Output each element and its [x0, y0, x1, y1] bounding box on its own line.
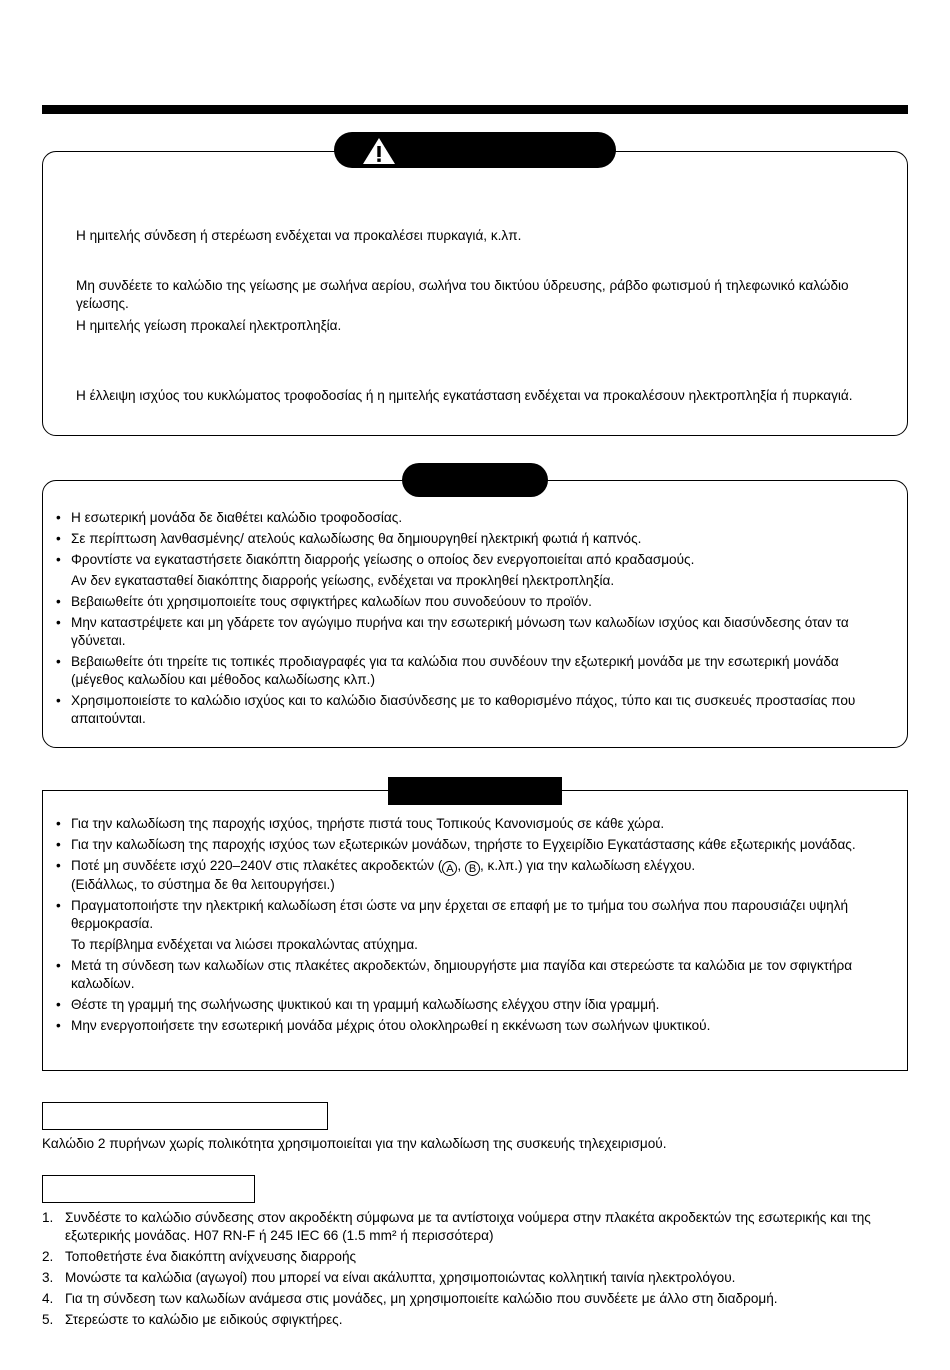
requirement-item: • Πραγματοποιήστε την ηλεκτρική καλωδίωση έτσι ώστε να μην έρχεται σε επαφή με το τμήμα του σωλήνα που παρουσιάζει υψηλή θερμοκρασία.	[56, 898, 849, 931]
step-item: 4. Για τη σύνδεση των καλωδίων ανάμεσα στις μονάδες, μη χρησιμοποιείτε καλώδιο που συνδέετε με άλλο στη διαδρομή.	[42, 1291, 778, 1306]
bullet: •	[56, 898, 61, 913]
terminal-b-symbol: B	[465, 861, 480, 876]
caution-item: • Βεβαιωθείτε ότι τηρείτε τις τοπικές προδιαγραφές για τα καλώδια που συνδέουν την εξωτερική μονάδα με την εσωτερική μονάδα (μέγεθος καλωδίου και μέθοδος καλωδίωσης κλπ.)	[56, 654, 839, 687]
requirement-item: • Θέστε τη γραμμή της σωλήνωσης ψυκτικού και τη γραμμή καλωδίωσης ελέγχου στην ίδια γραμμή.	[56, 997, 660, 1012]
top-rule	[42, 105, 908, 114]
caution-item: • Χρησιμοποιείστε το καλώδιο ισχύος και το καλώδιο διασύνδεσης με το καθορισμένο πάχος, τύπο και τις συσκευές προστασίας που απαιτούνται.	[56, 693, 856, 726]
bullet: •	[56, 654, 61, 669]
caution-header	[402, 463, 548, 497]
requirement-item-continuation: (Ειδάλλως, το σύστημα δε θα λειτουργήσει.)	[71, 877, 335, 892]
remote-wiring-text: Καλώδιο 2 πυρήνων χωρίς πολικότητα χρησιμοποιείται για την καλωδίωση της συσκευής τηλεχειρισμού.	[42, 1136, 667, 1151]
requirement-item: • Για την καλωδίωση της παροχής ισχύος, τηρήστε πιστά τους Τοπικούς Κανονισμούς σε κάθε χώρα.	[56, 816, 665, 831]
bullet: •	[56, 837, 61, 852]
requirement-box	[42, 790, 908, 1071]
requirement-header	[388, 777, 562, 805]
step-item: 1. Συνδέστε το καλώδιο σύνδεσης στον ακροδέκτη σύμφωνα με τα αντίστοιχα νούμερα στην πλακέτα ακροδεκτών της εσωτερικής και της εξωτερικής μονάδας. H07 RN-F ή 245 IEC 66 (1.5 mm² ή περισσότερα)	[42, 1210, 871, 1243]
warning-text-1: Η ημιτελής σύνδεση ή στερέωση ενδέχεται να προκαλέσει πυρκαγιά, κ.λπ.	[76, 228, 522, 243]
caution-item: • Η εσωτερική μονάδα δε διαθέτει καλώδιο τροφοδοσίας.	[56, 510, 403, 525]
requirement-item: • Μετά τη σύνδεση των καλωδίων στις πλακέτες ακροδεκτών, δημιουργήστε μια παγίδα και στερεώστε τα καλώδια με τον σφιγκτήρα καλωδίων.	[56, 958, 853, 991]
caution-item-continuation: Αν δεν εγκατασταθεί διακόπτης διαρροής γείωσης, ενδέχεται να προκληθεί ηλεκτροπληξία.	[71, 573, 615, 588]
caution-item: • Βεβαιωθείτε ότι χρησιμοποιείτε τους σφιγκτήρες καλωδίων που συνοδεύουν το προϊόν.	[56, 594, 592, 609]
caution-box	[42, 480, 908, 748]
bullet: •	[56, 858, 61, 873]
bullet: •	[56, 958, 61, 973]
bullet: •	[56, 552, 61, 567]
requirement-item: • Μην ενεργοποιήσετε την εσωτερική μονάδα μέχρις ότου ολοκληρωθεί η εκκένωση των σωλήνων ψυκτικού.	[56, 1018, 711, 1033]
step-item: 3. Μονώστε τα καλώδια (αγωγοί) που μπορεί να είναι ακάλυπτα, χρησιμοποιώντας κολλητική ταινία ηλεκτρολόγου.	[42, 1270, 736, 1285]
bullet: •	[56, 531, 61, 546]
bullet: •	[56, 693, 61, 708]
bullet: •	[56, 594, 61, 609]
caution-item: • Μην καταστρέψετε και μη γδάρετε τον αγώγιμο πυρήνα και την εσωτερική μόνωση των καλωδίων ισχύος και διασύνδεσης όταν τα γδύνεται.	[56, 615, 849, 648]
bullet: •	[56, 816, 61, 831]
how-to-wire-heading-box	[42, 1175, 255, 1203]
step-item: 5. Στερεώστε το καλώδιο με ειδικούς σφιγκτήρες.	[42, 1312, 343, 1327]
terminal-a-symbol: A	[442, 861, 457, 876]
warning-text-3: Η ημιτελής γείωση προκαλεί ηλεκτροπληξία.	[76, 318, 342, 333]
requirement-item: • Ποτέ μη συνδέετε ισχύ 220–240V στις πλακέτες ακροδεκτών ( A , B , κ.λπ.) για την καλωδίωση ελέγχου.	[56, 858, 696, 875]
bullet: •	[56, 1018, 61, 1033]
warning-text-4: Η έλλειψη ισχύος του κυκλώματος τροφοδοσίας ή η ημιτελής εγκατάσταση ενδέχεται να προκαλέσουν ηλεκτροπληξία ή πυρκαγιά.	[76, 388, 853, 403]
bullet: •	[56, 615, 61, 630]
caution-item: • Φροντίστε να εγκαταστήσετε διακόπτη διαρροής γείωσης ο οποίος δεν ενεργοποιείται από κραδασμούς.	[56, 552, 695, 567]
warning-text-2: Μη συνδέετε το καλώδιο της γείωσης με σωλήνα αερίου, σωλήνα του δικτύου ύδρευσης, ράβδο φωτισμού ή τηλεφωνικό καλώδιο γείωσης.	[76, 278, 849, 311]
warning-header	[334, 132, 616, 168]
step-item: 2. Τοποθετήστε ένα διακόπτη ανίχνευσης διαρροής	[42, 1249, 357, 1264]
requirement-item-continuation: Το περίβλημα ενδέχεται να λιώσει προκαλώντας ατύχημα.	[71, 937, 418, 952]
bullet: •	[56, 997, 61, 1012]
remote-wiring-heading-box	[42, 1102, 328, 1130]
warning-box	[42, 151, 908, 436]
requirement-item: • Για την καλωδίωση της παροχής ισχύος των εξωτερικών μονάδων, τηρήστε το Εγχειρίδιο Εγκατάστασης κάθε εξωτερικής μονάδας.	[56, 837, 856, 852]
caution-item: • Σε περίπτωση λανθασμένης/ ατελούς καλωδίωσης θα δημιουργηθεί ηλεκτρική φωτιά ή καπνός.	[56, 531, 642, 546]
bullet: •	[56, 510, 61, 525]
warning-triangle-icon	[362, 137, 396, 165]
